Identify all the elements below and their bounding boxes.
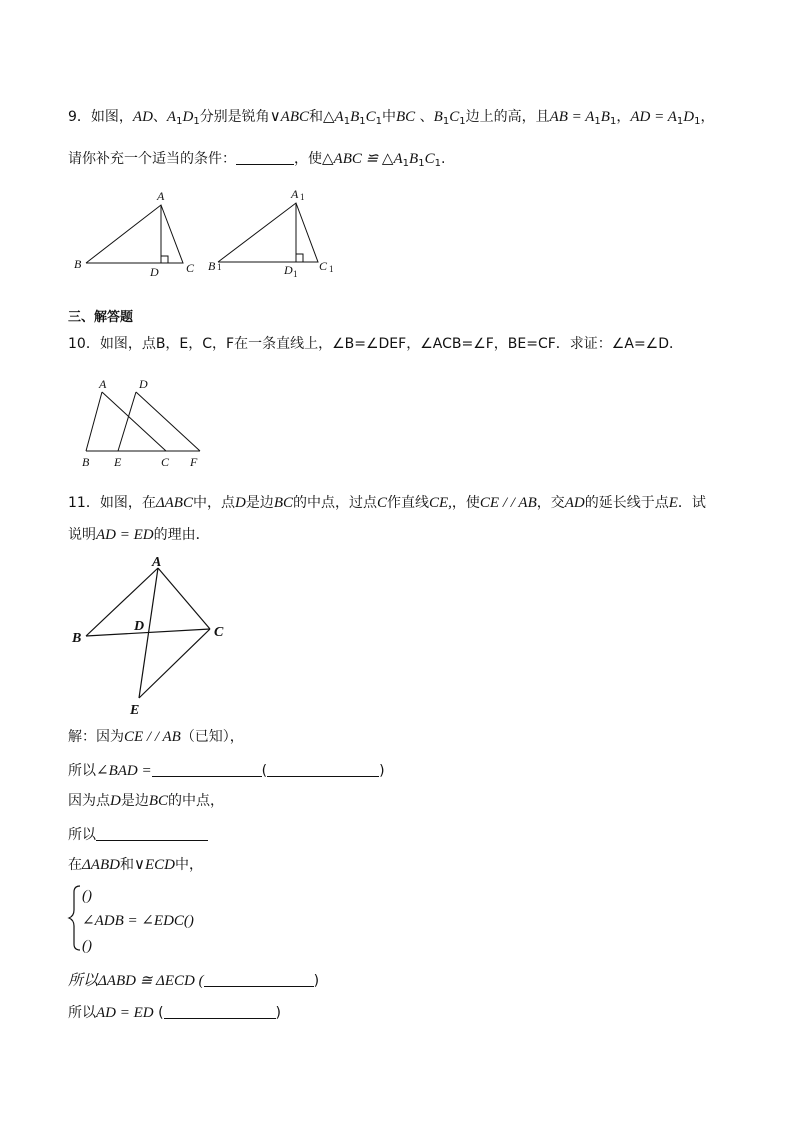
congruence-statement: 所以ΔABD ≅ ΔECD ( [68, 973, 204, 989]
brace-row-3[interactable]: () [82, 938, 92, 954]
q9-number: 9． [68, 109, 91, 125]
math-AD: AD [564, 495, 585, 511]
period: . [440, 151, 446, 167]
math-dABC: ΔABC [155, 495, 193, 511]
text: 中， [174, 857, 203, 873]
label-C1: C [319, 259, 328, 273]
label-B: B [74, 257, 82, 271]
brace-row-1[interactable]: () [82, 888, 92, 904]
q9-mid: 分别是锐角 [199, 109, 270, 125]
math-VABC: ∨ABC [269, 109, 309, 125]
label-A: A [99, 377, 107, 391]
math-CE-parallel-AB: CE / / AB [124, 729, 181, 745]
math-VECD: ∨ECD [133, 857, 175, 873]
math-D: D [234, 495, 246, 511]
subscript: 1 [343, 116, 351, 127]
text: 说明 [68, 527, 96, 543]
label-A: A [152, 555, 162, 570]
text: 的中点，过点 [292, 495, 377, 511]
math-AD-eq-ED: AD = ED [96, 527, 154, 543]
q11-number: 11．如图，在 [68, 495, 156, 511]
q9-intro: 如图， [90, 109, 133, 125]
math-congruence: △ABC ≌ △A [322, 151, 403, 167]
text: 在 [68, 857, 82, 873]
math-C: C [376, 495, 387, 511]
math-A1D1: A [166, 109, 177, 125]
q9-condition-prompt: 请你补充一个适当的条件： [68, 151, 236, 167]
math-tri: △A [323, 109, 344, 125]
comma: ， [700, 109, 715, 125]
text: 是边 [120, 793, 149, 809]
math-BC: BC [273, 495, 293, 511]
label-F: F [190, 455, 198, 469]
text: ) [379, 763, 385, 779]
math-AD: AD [132, 109, 153, 125]
comma: ， [616, 109, 631, 125]
q10-text: 10．如图，点B，E，C，F在一条直线上，∠B=∠DEF，∠ACB=∠F，BE=CF．求证：∠A=∠D． [68, 336, 684, 352]
q9-make: ，使 [294, 151, 322, 167]
subscript: 1 [193, 116, 200, 127]
text: ．试 [677, 495, 706, 511]
text: ，使 [451, 495, 480, 511]
subscript: 1 [418, 158, 425, 169]
q9-line1: 9．如图，AD、$A_1D_1$分别是锐角∨ABC和$\triangle A_1B_1C_1$中BC 、$B_1C_1$边上的高，且AB = $A_1B_1$，AD = $A_1D_1$， [68, 109, 715, 127]
subscript: 1 [459, 116, 466, 127]
text: 是边 [245, 495, 274, 511]
text: 的理由． [153, 527, 210, 543]
math-BC: BC [148, 793, 169, 809]
subscript: 1 [694, 116, 701, 127]
math-dABD: ΔABD [82, 857, 120, 873]
math-angle-BAD: ∠BAD = [96, 763, 152, 779]
blank-final-reason[interactable] [164, 1004, 276, 1019]
label-C: C [161, 455, 170, 469]
label-D1: D [284, 263, 293, 277]
text: 的延长线于点 [584, 495, 669, 511]
q9-line2: 请你补充一个适当的条件： ，使△ABC ≌ $\triangle A_1B_1C_1$. [68, 151, 446, 169]
label-A: A [157, 189, 165, 203]
math-ADeq: AD = A [630, 109, 677, 125]
text: （已知）， [180, 729, 244, 745]
label-D: D [139, 377, 148, 391]
label-C: C [186, 261, 195, 275]
brace-row-2: ∠ADB = ∠EDC() [82, 913, 194, 929]
q9-edges: 边上的高，且 [465, 109, 550, 125]
label-A1-sub: 1 [300, 192, 305, 202]
math-D: D [110, 793, 121, 809]
label-C1-sub: 1 [329, 264, 334, 274]
label-D: D [134, 619, 145, 634]
subscript: 1 [434, 158, 441, 169]
subscript: 1 [176, 116, 183, 127]
text: 解：因为 [68, 729, 124, 745]
label-E: E [130, 703, 140, 718]
math-BC: BC [396, 109, 416, 125]
q9-and: 和 [309, 109, 323, 125]
subscript: 1 [375, 116, 383, 127]
math-E: E [668, 495, 678, 511]
text: 作直线 [387, 495, 429, 511]
subscript: 1 [676, 116, 684, 127]
q9-in: 中 [382, 109, 397, 125]
text: ) [275, 1005, 282, 1021]
math-CE-parallel-AB: CE / / AB [479, 495, 537, 511]
label-D: D [150, 265, 159, 279]
label-D1-sub: 1 [293, 269, 298, 279]
label-A1: A [291, 187, 299, 201]
text: ( [158, 1005, 164, 1021]
text: 所以 [68, 827, 96, 843]
label-B1-sub: 1 [217, 262, 222, 272]
subscript: 1 [359, 116, 366, 127]
sep: 、 [419, 109, 434, 125]
text: 所以 [68, 763, 96, 779]
text: ，交 [536, 495, 565, 511]
subscript: 1 [609, 116, 617, 127]
text: 中，点 [192, 495, 235, 511]
text: 因为点 [68, 793, 110, 809]
left-brace-icon [69, 886, 80, 950]
label-B: B [72, 631, 82, 646]
subscript: 1 [594, 116, 601, 127]
subscript: 1 [402, 158, 410, 169]
label-C: C [214, 625, 224, 640]
text: 的中点， [168, 793, 225, 809]
math-AD-eq-ED: AD = ED [96, 1005, 154, 1021]
text: 和 [119, 857, 134, 873]
text: ) [313, 973, 320, 989]
text: ( [261, 763, 268, 779]
blank-congruence-reason[interactable] [204, 972, 314, 987]
label-B: B [82, 455, 90, 469]
label-E: E [114, 455, 122, 469]
math-CE: CE, [429, 495, 452, 511]
sep: 、 [152, 109, 167, 125]
subscript: 1 [442, 116, 450, 127]
sol-line10 [68, 1004, 281, 1021]
label-B1: B [208, 259, 216, 273]
section-title: 三、解答题 [68, 310, 134, 325]
math-ABeq: AB = A [549, 109, 595, 125]
text: 所以 [68, 1005, 96, 1021]
sol-line9 [68, 972, 319, 989]
math-B1C1: B [433, 109, 443, 125]
